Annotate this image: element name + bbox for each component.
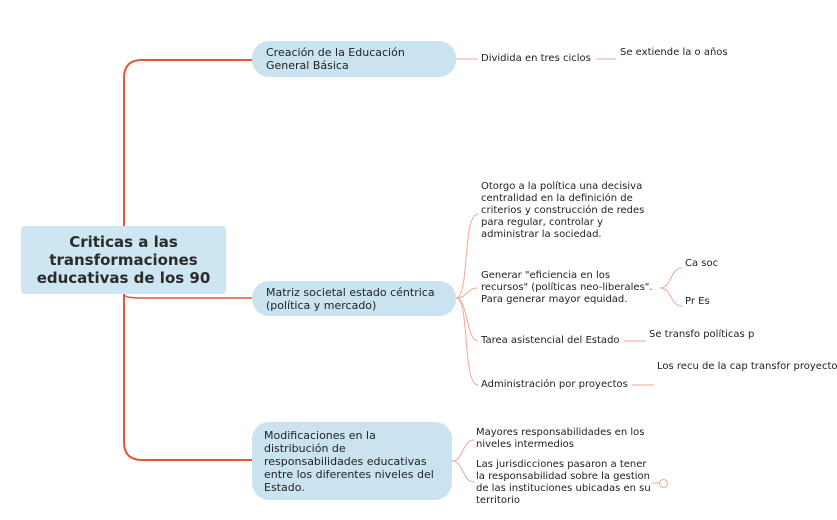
subtopic-otorgo-politica[interactable]: Otorgo a la política una decisiva centralidad en la definición de criterios y construcción de redes para regular, controlar y administrar la sociedad.: [481, 181, 645, 240]
collapse-toggle-icon[interactable]: [659, 479, 668, 488]
branch-line: [660, 288, 682, 306]
trunk-line: [124, 294, 252, 298]
branch-line: [452, 461, 474, 482]
subtopic-eficiencia-recursos[interactable]: Generar "eficiencia en los recursos" (políticas neo-liberales". Para generar mayor equidad.: [481, 270, 653, 305]
branch-line: [456, 298, 478, 341]
subtopic-jurisdicciones[interactable]: Las jurisdicciones pasaron a tener la responsabilidad sobre la gestion de las instituciones ubicadas en su territorio: [476, 459, 651, 506]
subtopic-pr-es[interactable]: Pr Es: [685, 296, 710, 307]
branch-line: [456, 298, 478, 385]
branch-line: [660, 268, 682, 288]
trunk-line: [124, 60, 252, 226]
subtopic-dividida-ciclos[interactable]: Dividida en tres ciclos: [481, 53, 591, 64]
topic-matriz-societal[interactable]: Matriz societal estado céntrica (política y mercado): [252, 281, 456, 316]
branch-line: [456, 214, 478, 298]
subtopic-los-recursos[interactable]: Los recu de la cap transfor proyecto: [657, 361, 837, 372]
central-topic[interactable]: Criticas a las transformaciones educativas de los 90: [21, 226, 226, 294]
subtopic-ca-soc[interactable]: Ca soc: [685, 258, 719, 269]
subtopic-se-extiende[interactable]: Se extiende la o años: [620, 47, 728, 58]
subtopic-administracion-proyectos[interactable]: Administración por proyectos: [481, 379, 628, 390]
subtopic-tarea-asistencial[interactable]: Tarea asistencial del Estado: [481, 335, 620, 346]
topic-modificaciones-responsabilidades[interactable]: Modificaciones en la distribución de responsabilidades educativas entre los diferentes niveles del Estado.: [252, 422, 452, 500]
trunk-line: [124, 294, 252, 460]
branch-line: [452, 440, 474, 461]
subtopic-se-transfo[interactable]: Se transfo políticas p: [649, 329, 755, 340]
subtopic-mayores-responsabilidades[interactable]: Mayores responsabilidades en los niveles intermedios: [476, 427, 645, 450]
topic-educacion-general-basica[interactable]: Creación de la Educación General Básica: [252, 41, 456, 77]
